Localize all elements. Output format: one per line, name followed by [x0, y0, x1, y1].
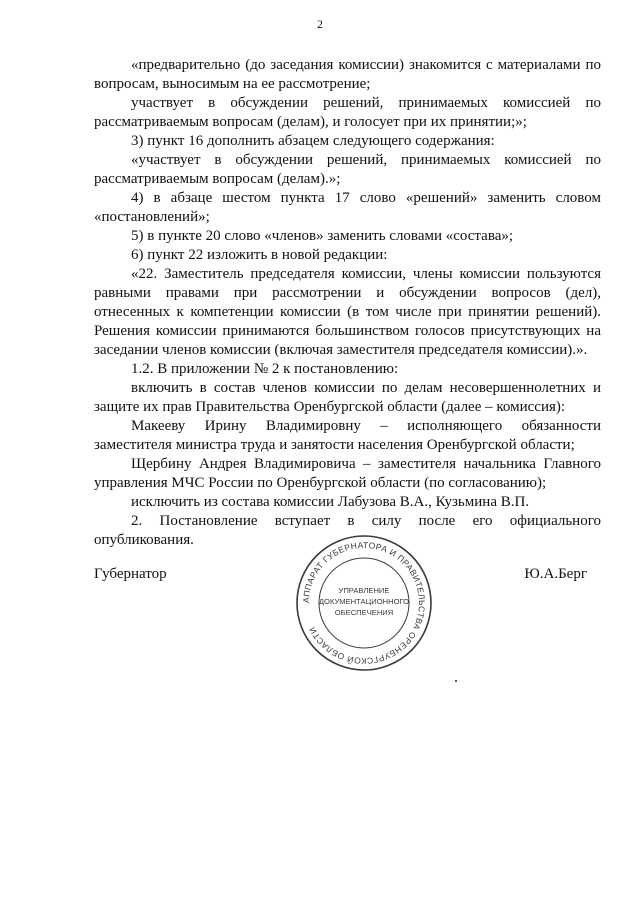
paragraph: участвует в обсуждении решений, принимаемых комиссией по рассматриваемым вопросам (делам), и голосует при их принятии;»; — [94, 95, 601, 130]
paragraph: включить в состав членов комиссии по делам несовершеннолетних и защите их прав Правительства Оренбургской области (далее – комиссия): — [94, 380, 601, 415]
stamp-center-line: ОБЕСПЕЧЕНИЯ — [334, 608, 394, 617]
paragraph: 2. Постановление вступает в силу после его официального опубликования. — [94, 513, 601, 548]
paragraph: 3) пункт 16 дополнить абзацем следующего содержания: — [131, 133, 495, 149]
document-body — [94, 56, 601, 550]
paragraph: 5) в пункте 20 слово «членов» заменить словами «состава»; — [131, 228, 514, 244]
stamp-seal — [294, 533, 434, 673]
stamp-ring-text: АППАРАТ ГУБЕРНАТОРА И ПРАВИТЕЛЬСТВА ОРЕНБУРГСКОЙ ОБЛАСТИ — [300, 539, 428, 667]
paragraph: «участвует в обсуждении решений, принимаемых комиссией по рассматриваемым вопросам (делам).»; — [94, 152, 601, 187]
paragraph: «предварительно (до заседания комиссии) знакомится с материалами по вопросам, выносимым на ее рассмотрение; — [94, 57, 601, 92]
page-number: 2 — [317, 17, 323, 31]
signatory-name: Ю.А.Берг — [524, 566, 587, 582]
paragraph: Щербину Андрея Владимировича – заместителя начальника Главного управления МЧС России по Оренбургской области (по согласованию); — [94, 456, 601, 491]
stamp-center-line: ДОКУМЕНТАЦИОННОГО — [318, 597, 410, 606]
paragraph: 6) пункт 22 изложить в новой редакции: — [131, 247, 388, 263]
signatory-title: Губернатор — [94, 566, 167, 582]
official-stamp — [294, 533, 434, 673]
paragraph: «22. Заместитель председателя комиссии, члены комиссии пользуются равными правами при рассмотрении и обсуждении вопросов (дел), отнесенных к компетенции комиссии (в том числе при принятии решений). Решения комиссии принимаются большинством голосов присутствующих на заседании членов комиссии (включая заместителя председателя комиссии).». — [94, 266, 601, 358]
paragraph: Макееву Ирину Владимировну – исполняющего обязанности заместителя министра труда и занятости населения Оренбургской области; — [94, 418, 601, 453]
paragraph: 1.2. В приложении № 2 к постановлению: — [131, 361, 399, 377]
stamp-center-line: УПРАВЛЕНИЕ — [338, 586, 390, 595]
scan-speck — [455, 680, 457, 682]
paragraph: исключить из состава комиссии Лабузова В.А., Кузьмина В.П. — [131, 494, 530, 510]
paragraph: 4) в абзаце шестом пункта 17 слово «решений» заменить словом «постановлений»; — [94, 190, 601, 225]
